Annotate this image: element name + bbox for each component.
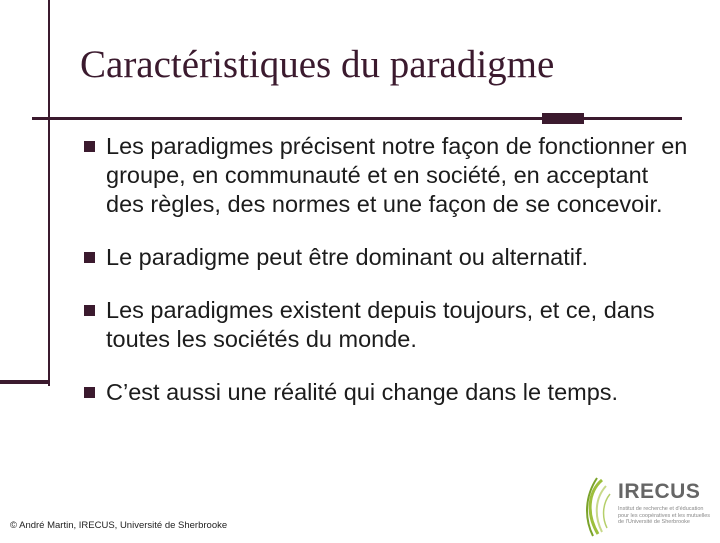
left-accent-bar-foot bbox=[0, 380, 48, 384]
logo-subtitle bbox=[618, 506, 716, 526]
slide-title: Caractéristiques du paradigme bbox=[80, 43, 555, 86]
title-divider bbox=[32, 117, 682, 120]
left-accent-bar bbox=[0, 0, 50, 386]
bullet-item bbox=[82, 378, 692, 407]
bullet-text: Le paradigme peut être dominant ou alternatif. bbox=[106, 244, 589, 270]
square-bullet-icon bbox=[84, 141, 95, 152]
bullet-text: Les paradigmes existent depuis toujours, et ce, dans toutes les sociétés du monde. bbox=[106, 297, 655, 352]
square-bullet-icon bbox=[84, 305, 95, 316]
bullet-text: C’est aussi une réalité qui change dans le temps. bbox=[106, 379, 619, 405]
logo-subtitle-line: de l'Université de Sherbrooke bbox=[618, 519, 690, 525]
square-bullet-icon bbox=[84, 252, 95, 263]
bullet-item bbox=[82, 296, 692, 354]
logo-name: IRECUS bbox=[618, 480, 701, 503]
leaf-swirl-icon bbox=[580, 474, 616, 538]
title-divider-accent bbox=[542, 113, 584, 124]
bullet-list bbox=[82, 132, 692, 407]
logo-subtitle-line: Institut de recherche et d'éducation bbox=[618, 506, 704, 512]
copyright-footer: © André Martin, IRECUS, Université de Sherbrooke bbox=[10, 520, 228, 531]
bullet-item bbox=[82, 243, 692, 272]
square-bullet-icon bbox=[84, 387, 95, 398]
bullet-text: Les paradigmes précisent notre façon de fonctionner en groupe, en communauté et en société, en acceptant des règles, des normes et une façon de se concevoir. bbox=[106, 133, 688, 217]
bullet-item bbox=[82, 132, 692, 219]
logo-subtitle-line: pour les coopératives et les mutuelles bbox=[618, 512, 711, 519]
irecus-logo bbox=[580, 474, 718, 538]
